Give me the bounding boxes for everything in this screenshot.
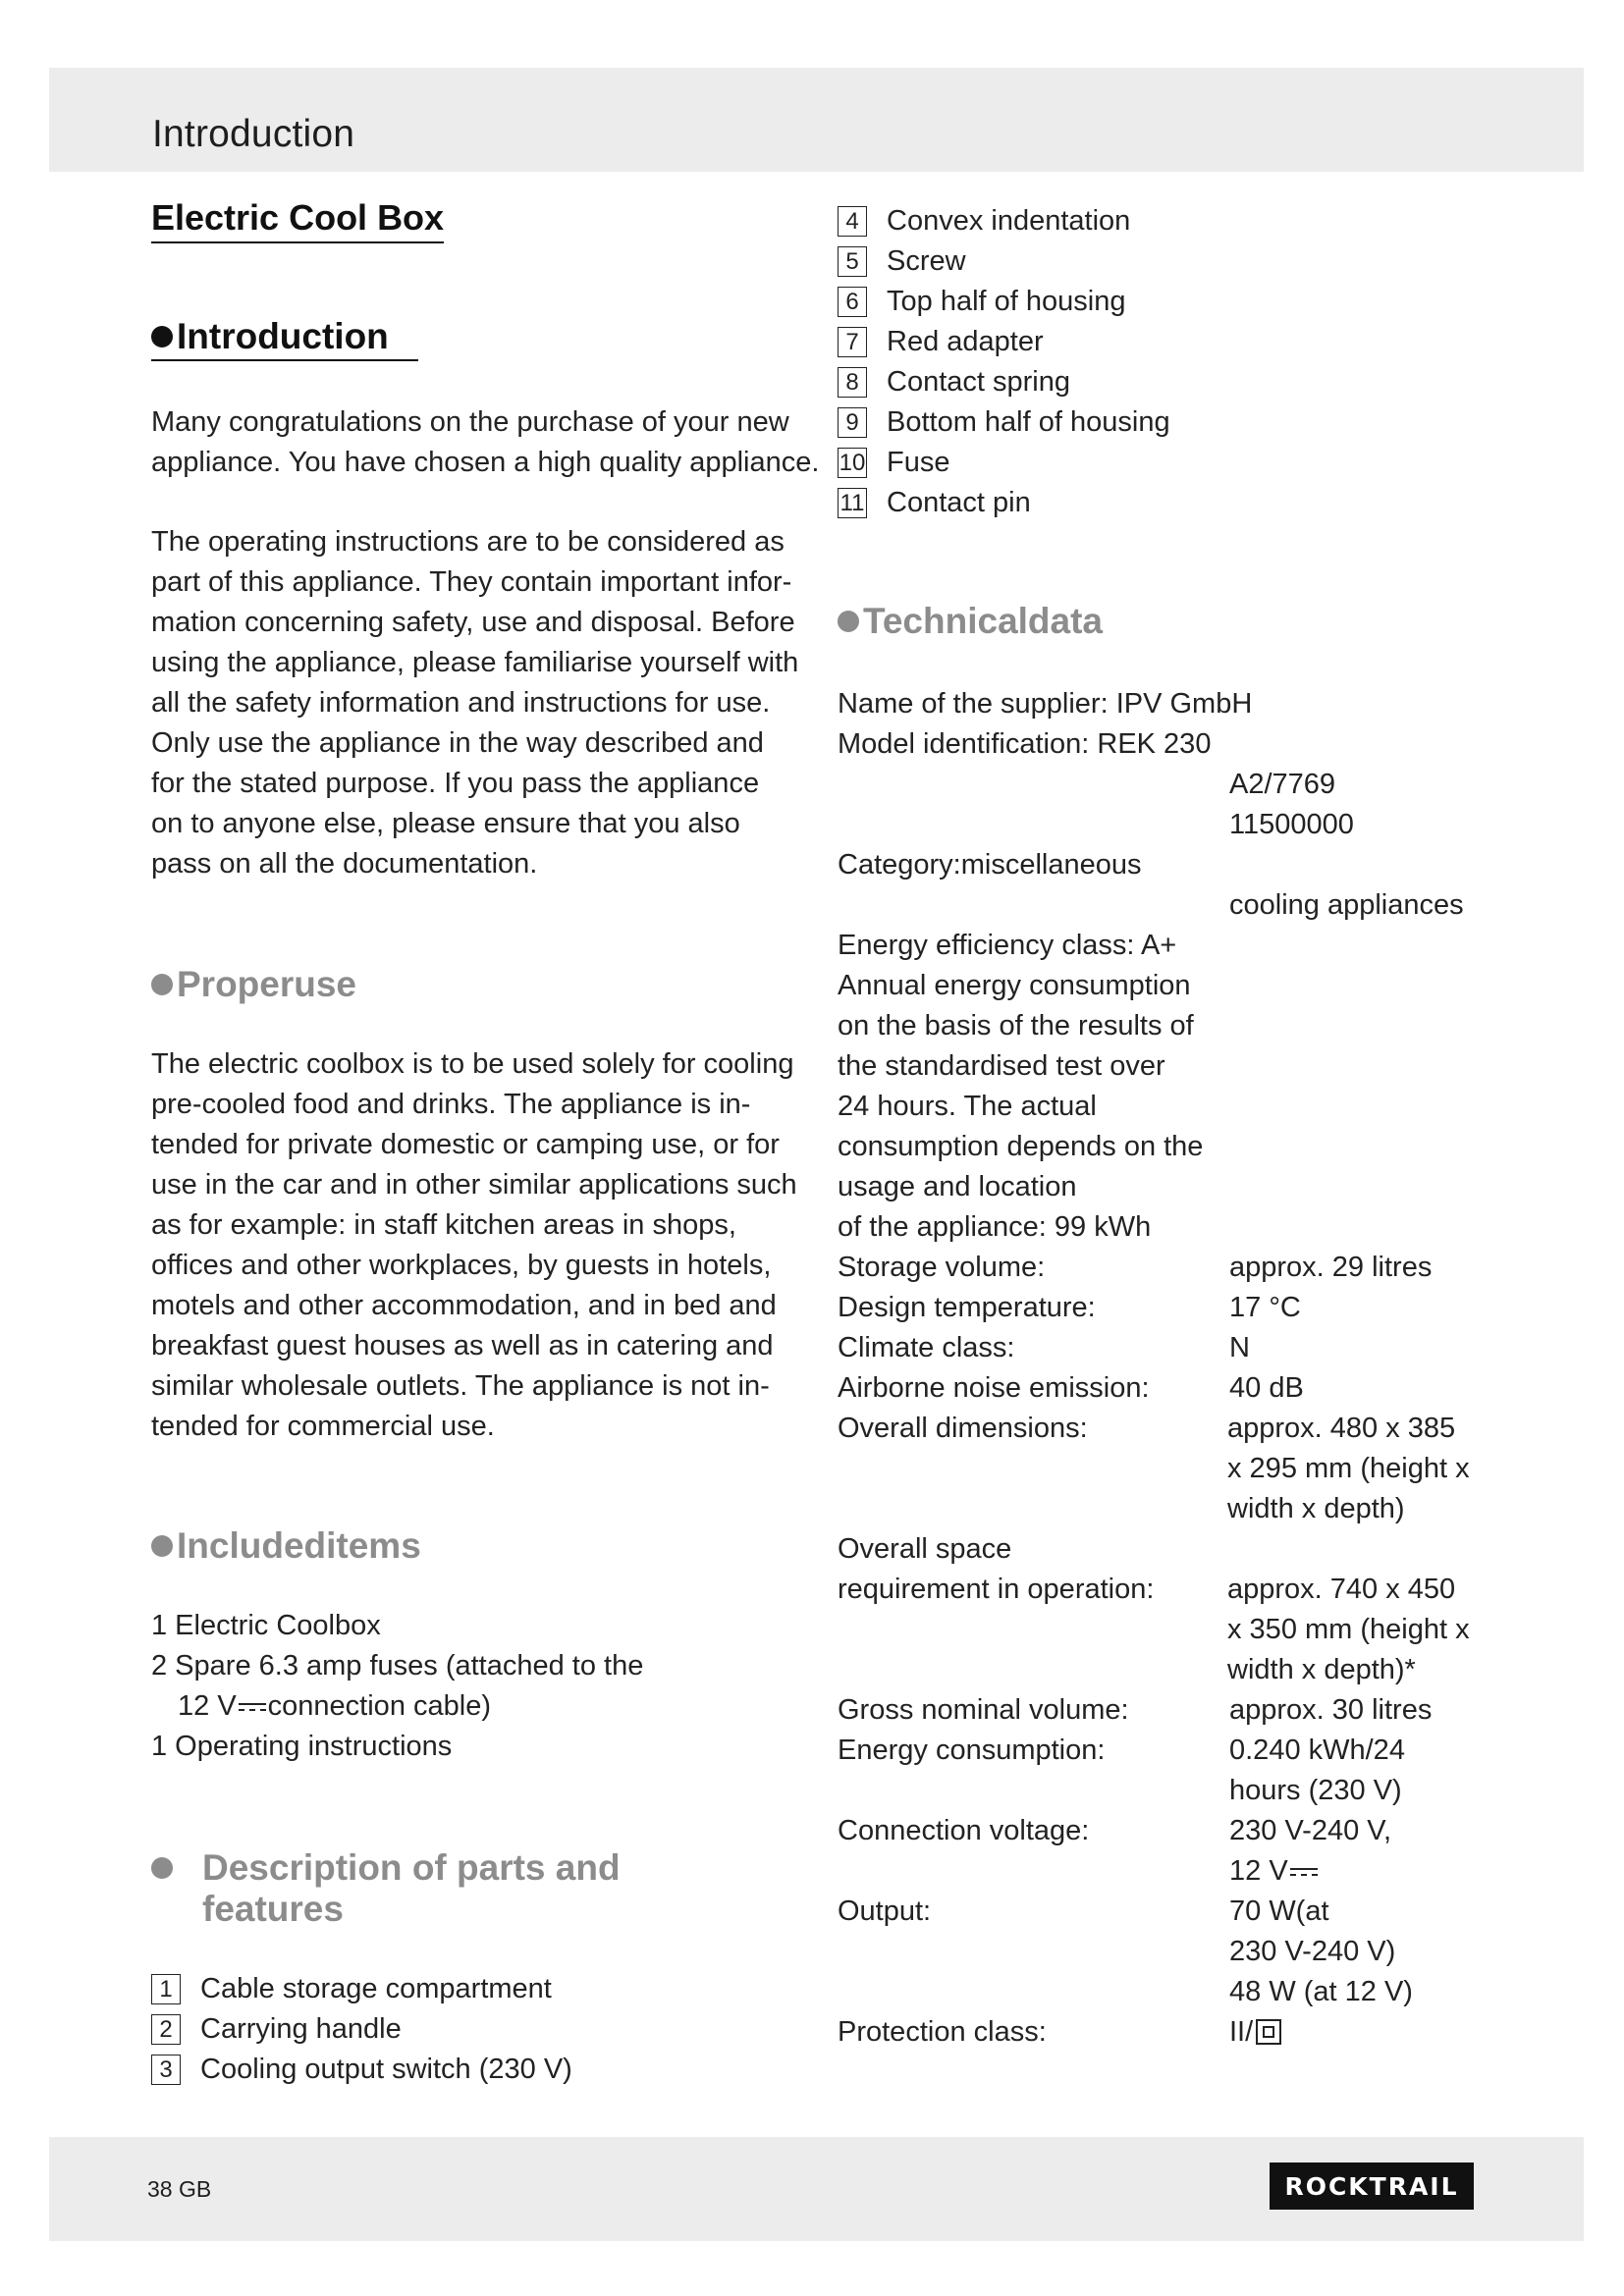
tech-model: Model identification: REK 230 [838, 728, 1212, 760]
tech-climate-value: N [1229, 1332, 1250, 1363]
parts-list-left [151, 1969, 572, 2090]
tech-model-line-3: 11500000 [1229, 809, 1354, 840]
parts-list-right [838, 201, 1170, 523]
list-item: 5 Screw [838, 241, 1170, 282]
list-item: 6 Top half of housing [838, 282, 1170, 322]
list-item: 2 Carrying handle [151, 2009, 572, 2050]
bullet-icon [151, 1857, 173, 1879]
footer-band [49, 2137, 1584, 2241]
proper-use-paragraph: The electric coolbox is to be used solely for cooling pre-cooled food and drinks. The appliance is in- tended for private domestic or camping use, or for use in the car and in other similar applications such as for example: in staff kitchen areas in shops, offices and other workplaces, by guests in hotels, motels and other accommodation, and in bed and breakfast guest houses as well as in catering and similar wholesale outlets. The appliance is not in- tended for commercial use. [151, 1048, 797, 1442]
tech-category-line-2: cooling appliances [1229, 889, 1464, 921]
list-item: 9 Bottom half of housing [838, 402, 1170, 443]
list-item: 3 Cooling output switch (230 V) [151, 2050, 572, 2090]
tech-protection-label: Protection class: [838, 2016, 1047, 2048]
tech-annual-consumption: Annual energy consumption on the basis of the results of the standardised test over 24 hours. The actual consumption depends on the usage and location of the appliance: 99 kWh [838, 970, 1204, 1243]
list-item: 1 Operating instructions [151, 1731, 453, 1762]
tech-noise-label: Airborne noise emission: [838, 1372, 1150, 1404]
tech-storage-label: Storage volume: [838, 1252, 1046, 1283]
tech-space-value: approx. 740 x 450 x 350 mm (height x width x depth)* [1227, 1574, 1470, 1685]
document-title: Electric Cool Box [151, 196, 444, 243]
tech-voltage-value: 230 V-240 V, 12 V [1229, 1815, 1392, 1887]
dc-current-icon [239, 1701, 266, 1713]
heading-included-items: Includeditems [151, 1525, 421, 1567]
bullet-icon [151, 974, 173, 995]
tech-dimensions-value: approx. 480 x 385 x 295 mm (height x width x depth) [1227, 1413, 1470, 1524]
tech-model-line-2: A2/7769 [1229, 769, 1336, 800]
tech-output-value: 70 W(at 230 V-240 V) 48 W (at 12 V) [1229, 1896, 1413, 2007]
bullet-icon [838, 611, 859, 632]
tech-energy-consumption-label: Energy consumption: [838, 1735, 1106, 1766]
list-item: 4 Convex indentation [838, 201, 1170, 241]
list-item: 1 Cable storage compartment [151, 1969, 572, 2009]
list-item: 8 Contact spring [838, 362, 1170, 402]
list-item: 11 Contact pin [838, 483, 1170, 523]
tech-space-label: Overall space requirement in operation: [838, 1533, 1155, 1605]
bullet-icon [151, 326, 173, 347]
intro-paragraph-1: Many congratulations on the purchase of your new appliance. You have chosen a high quality appliance. [151, 406, 820, 478]
tech-noise-value: 40 dB [1229, 1372, 1304, 1404]
heading-description-of-parts: Description of parts and features [151, 1847, 621, 1930]
included-items-list [151, 1606, 643, 1767]
page-title: Introduction [152, 113, 355, 155]
list-item: 1 Electric Coolbox [151, 1610, 381, 1641]
tech-dimensions-label: Overall dimensions: [838, 1413, 1088, 1444]
heading-introduction: Introduction [151, 316, 418, 361]
tech-protection-value: II/ [1229, 2012, 1281, 2053]
heading-technical-data: Technicaldata [838, 601, 1103, 642]
header-band [49, 68, 1584, 172]
dc-current-icon [1290, 1866, 1318, 1878]
intro-paragraph-2: The operating instructions are to be considered as part of this appliance. They contain important infor- mation concerning safety, use and disposal. Before using the appliance, please familiarise yourself with all the safety information and instructions for use. Only use the appliance in the way described and for the stated purpose. If you pass the appliance on to anyone else, please ensure that you also pass on all the documentation. [151, 526, 799, 880]
tech-storage-value: approx. 29 litres [1229, 1252, 1433, 1283]
tech-gross-value: approx. 30 litres [1229, 1694, 1433, 1726]
tech-voltage-label: Connection voltage: [838, 1815, 1090, 1846]
tech-design-label: Design temperature: [838, 1292, 1096, 1323]
tech-supplier: Name of the supplier: IPV GmbH [838, 688, 1253, 720]
tech-output-label: Output: [838, 1896, 932, 1927]
double-insulation-icon [1256, 2019, 1281, 2045]
tech-climate-label: Climate class: [838, 1332, 1015, 1363]
tech-category: Category:miscellaneous [838, 849, 1142, 881]
tech-energy-consumption-value: 0.240 kWh/24 hours (230 V) [1229, 1735, 1405, 1806]
bullet-icon [151, 1535, 173, 1557]
list-item: 7 Red adapter [838, 322, 1170, 362]
tech-gross-label: Gross nominal volume: [838, 1694, 1129, 1726]
page-number: 38 GB [147, 2176, 212, 2202]
tech-energy-class: Energy efficiency class: A+ [838, 930, 1177, 961]
tech-design-value: 17 °C [1229, 1292, 1301, 1323]
list-item: 12 V connection cable) [178, 1690, 491, 1722]
heading-proper-use: Properuse [151, 964, 356, 1005]
list-item: 2 Spare 6.3 amp fuses (attached to the [151, 1650, 644, 1682]
list-item: 10 Fuse [839, 447, 950, 478]
brand-logo: ROCKTRAIL [1270, 2163, 1474, 2210]
